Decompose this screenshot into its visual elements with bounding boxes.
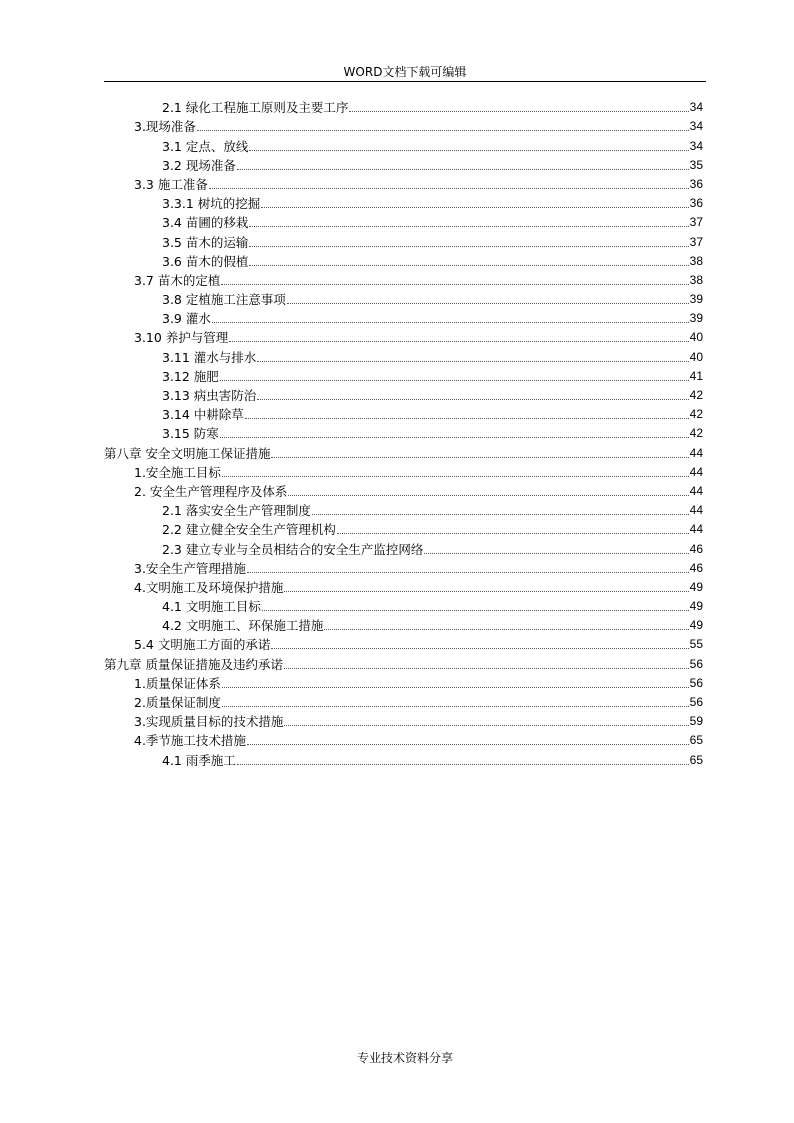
toc-dot-leader [287, 303, 689, 304]
toc-entry-title: 4.季节施工技术措施 [134, 733, 246, 749]
toc-entry[interactable] [104, 557, 703, 576]
toc-entry[interactable] [104, 691, 703, 710]
toc-entry[interactable] [104, 537, 703, 556]
toc-entry[interactable] [104, 307, 703, 326]
toc-dot-leader [237, 764, 689, 765]
toc-entry-title: 3.12 施肥 [162, 368, 219, 384]
toc-dot-leader [324, 629, 688, 630]
toc-entry-title: 3.15 防寒 [162, 426, 219, 442]
toc-dot-leader [257, 399, 688, 400]
toc-entry[interactable] [104, 384, 703, 403]
toc-entry-page-number: 34 [689, 138, 703, 153]
toc-entry[interactable] [104, 134, 703, 153]
toc-dot-leader [349, 111, 688, 112]
toc-entry-title: 3.13 病虫害防治 [162, 388, 257, 403]
toc-entry-page-number: 40 [689, 330, 703, 345]
toc-entry[interactable] [104, 230, 703, 249]
toc-entry[interactable] [104, 288, 703, 307]
toc-entry-page-number: 59 [689, 714, 703, 729]
toc-dot-leader [249, 265, 688, 266]
toc-entry[interactable] [104, 518, 703, 537]
toc-entry[interactable] [104, 211, 703, 230]
toc-entry[interactable] [104, 365, 703, 384]
toc-entry-page-number: 55 [689, 637, 703, 652]
toc-dot-leader [229, 341, 688, 342]
toc-dot-leader [247, 744, 689, 745]
toc-entry[interactable] [104, 652, 703, 671]
toc-entry-title: 3.2 现场准备 [162, 157, 236, 173]
toc-entry-title: 3.8 定植施工注意事项 [162, 292, 286, 308]
toc-entry-page-number: 56 [689, 695, 703, 709]
toc-dot-leader [209, 188, 689, 189]
toc-dot-leader [247, 572, 689, 573]
toc-entry-title: 3.4 苗圃的移栽 [162, 215, 249, 231]
toc-entry-title: 3.10 养护与管理 [134, 330, 229, 346]
toc-entry-title: 3.9 灌水 [162, 311, 211, 327]
toc-entry-page-number: 56 [689, 656, 703, 671]
toc-entry-page-number: 44 [689, 483, 703, 498]
toc-entry[interactable] [104, 710, 703, 729]
toc-entry-title: 2.3 建立专业与全员相结合的安全生产监控网络 [162, 541, 424, 557]
toc-entry[interactable] [104, 345, 703, 364]
toc-entry-page-number: 44 [689, 503, 703, 518]
toc-dot-leader [262, 610, 689, 611]
toc-dot-leader [261, 207, 688, 208]
toc-entry[interactable] [104, 192, 703, 211]
toc-entry-page-number: 38 [689, 272, 703, 287]
toc-entry[interactable] [104, 748, 703, 767]
toc-entry-page-number: 39 [689, 311, 703, 326]
toc-entry-page-number: 44 [689, 522, 703, 537]
toc-entry-page-number: 39 [689, 292, 703, 307]
toc-entry-title: 3.3 施工准备 [134, 176, 208, 192]
toc-dot-leader [237, 169, 689, 170]
toc-entry-page-number: 40 [689, 349, 703, 364]
toc-entry-page-number: 65 [689, 733, 703, 748]
toc-dot-leader [271, 648, 688, 649]
toc-dot-leader [284, 725, 688, 726]
toc-entry[interactable] [104, 633, 703, 652]
toc-entry-page-number: 49 [689, 618, 703, 633]
toc-entry-title: 4.1 雨季施工 [162, 752, 236, 768]
toc-dot-leader [284, 668, 689, 669]
toc-entry[interactable] [104, 403, 703, 422]
toc-entry-page-number: 65 [689, 752, 703, 767]
toc-dot-leader [312, 514, 689, 515]
toc-entry[interactable] [104, 115, 703, 134]
toc-entry-page-number: 46 [689, 541, 703, 556]
toc-dot-leader [288, 495, 688, 496]
toc-dot-leader [249, 226, 688, 227]
toc-entry-title: 2.2 建立健全安全生产管理机构 [162, 522, 336, 538]
toc-dot-leader [220, 380, 689, 381]
toc-entry[interactable] [104, 614, 703, 633]
toc-entry[interactable] [104, 173, 703, 192]
toc-entry-page-number: 44 [689, 464, 703, 479]
toc-entry[interactable] [104, 461, 703, 480]
toc-dot-leader [337, 533, 689, 534]
toc-dot-leader [220, 437, 689, 438]
toc-entry-page-number: 42 [689, 426, 703, 441]
toc-entry-page-number: 37 [689, 234, 703, 249]
toc-entry-title: 5.4 文明施工方面的承诺 [134, 637, 271, 653]
toc-entry[interactable] [104, 576, 703, 595]
toc-entry-title: 3.安全生产管理措施 [134, 560, 246, 576]
toc-dot-leader [222, 476, 689, 477]
toc-entry-title: 1.质量保证体系 [134, 675, 221, 691]
toc-entry-title: 3.5 苗木的运输 [162, 234, 249, 250]
toc-entry[interactable] [104, 269, 703, 288]
toc-entry-page-number: 46 [689, 560, 703, 575]
toc-entry-title: 3.14 中耕除草 [162, 407, 244, 423]
toc-entry-page-number: 44 [689, 445, 703, 460]
toc-dot-leader [222, 706, 689, 707]
toc-entry-title: 第八章 安全文明施工保证措施 [104, 445, 271, 461]
table-of-contents [104, 96, 703, 768]
toc-dot-leader [271, 457, 688, 458]
toc-entry-title: 4.文明施工及环境保护措施 [134, 579, 284, 595]
page-header: WORD文档下载可编辑 [343, 65, 467, 79]
toc-entry[interactable] [104, 422, 703, 441]
toc-dot-leader [249, 150, 688, 151]
toc-entry-title: 1.安全施工目标 [134, 464, 221, 480]
toc-entry-page-number: 42 [689, 388, 703, 402]
toc-entry-page-number: 49 [689, 599, 703, 614]
toc-entry[interactable] [104, 595, 703, 614]
toc-entry-title: 3.6 苗木的假植 [162, 253, 249, 269]
toc-dot-leader [221, 284, 688, 285]
toc-dot-leader [284, 591, 688, 592]
toc-entry-title: 4.2 文明施工、环保施工措施 [162, 618, 324, 634]
toc-dot-leader [257, 361, 688, 362]
toc-dot-leader [245, 418, 689, 419]
toc-entry-page-number: 56 [689, 675, 703, 690]
toc-entry-page-number: 49 [689, 579, 703, 594]
toc-entry[interactable] [104, 154, 703, 173]
toc-entry-title: 2.1 绿化工程施工原则及主要工序 [162, 100, 349, 116]
toc-entry-title: 2.1 落实安全生产管理制度 [162, 503, 311, 519]
toc-entry-title: 2. 安全生产管理程序及体系 [134, 483, 288, 499]
toc-entry-title: 3.3.1 树坑的挖掘 [162, 196, 261, 212]
toc-entry-page-number: 36 [689, 176, 703, 191]
toc-dot-leader [197, 130, 689, 131]
toc-entry[interactable] [104, 441, 703, 460]
toc-entry-title: 3.11 灌水与排水 [162, 349, 257, 365]
toc-dot-leader [249, 246, 688, 247]
toc-dot-leader [222, 687, 689, 688]
header-divider [104, 81, 706, 82]
toc-entry-title: 3.实现质量目标的技术措施 [134, 714, 284, 730]
page-footer: 专业技术资料分享 [356, 1051, 453, 1065]
toc-entry[interactable] [104, 672, 703, 691]
toc-entry-title: 4.1 文明施工目标 [162, 599, 261, 615]
toc-entry[interactable] [104, 96, 703, 115]
toc-entry[interactable] [104, 499, 703, 518]
toc-entry-page-number: 34 [689, 119, 703, 134]
toc-entry[interactable] [104, 326, 703, 345]
toc-entry[interactable] [104, 729, 703, 748]
toc-entry-page-number: 41 [689, 368, 703, 383]
toc-dot-leader [424, 553, 688, 554]
toc-entry-page-number: 35 [689, 157, 703, 172]
toc-entry-title: 3.1 定点、放线 [162, 138, 249, 154]
toc-entry-page-number: 38 [689, 253, 703, 268]
toc-entry-page-number: 37 [689, 215, 703, 230]
toc-entry[interactable] [104, 480, 703, 499]
toc-entry-title: 2.质量保证制度 [134, 695, 221, 710]
toc-entry-page-number: 42 [689, 407, 703, 422]
toc-entry-page-number: 34 [689, 100, 703, 115]
toc-entry-title: 3.7 苗木的定植 [134, 272, 221, 288]
toc-entry-page-number: 36 [689, 196, 703, 211]
toc-entry-title: 3.现场准备 [134, 119, 196, 135]
toc-entry-title: 第九章 质量保证措施及违约承诺 [104, 656, 283, 672]
toc-entry[interactable] [104, 250, 703, 269]
toc-dot-leader [212, 322, 689, 323]
